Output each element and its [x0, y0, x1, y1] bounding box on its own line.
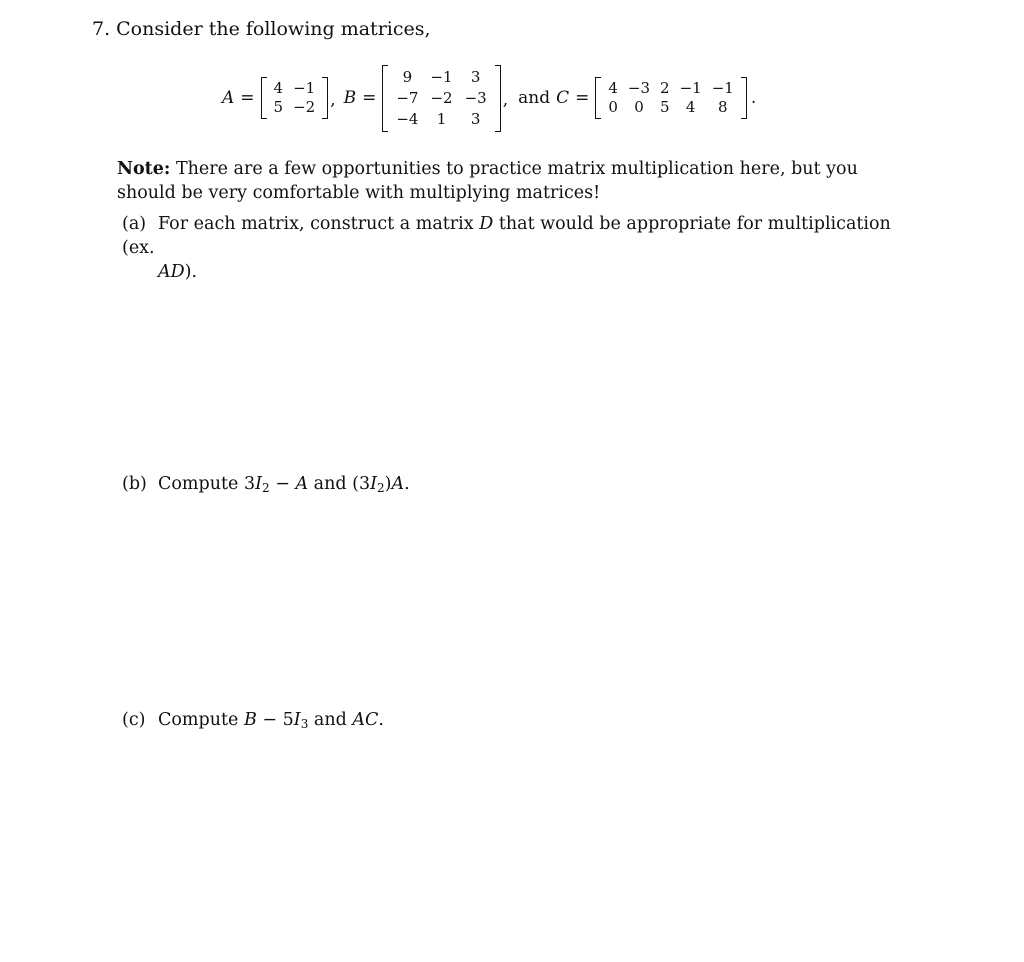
part-b-text: Compute 3 — [158, 474, 256, 494]
part-b — [122, 472, 410, 496]
matrix-b-cell: −2 — [430, 88, 453, 107]
part-c-label: (c) — [122, 710, 146, 730]
part-c-text: . — [378, 710, 384, 730]
part-b-var: A — [391, 474, 405, 494]
part-c-var: I — [293, 710, 301, 730]
matrix-c-cell: 2 — [660, 79, 670, 97]
matrix-c-cell: 4 — [608, 79, 618, 97]
matrix-b-cell: 1 — [436, 109, 447, 128]
and-word: and — [518, 88, 551, 108]
matrix-c-cell: −1 — [679, 79, 702, 97]
matrix-definitions — [222, 60, 756, 136]
matrix-b — [382, 65, 500, 132]
matrix-c-cell: 4 — [685, 98, 696, 116]
part-c-text: − 5 — [256, 710, 294, 730]
matrix-c-cell: 0 — [608, 98, 618, 116]
matrix-b-cell: −1 — [430, 67, 453, 86]
part-c-var: AC — [352, 710, 379, 730]
part-b-label: (b) — [122, 474, 147, 494]
matrix-b-cell: −4 — [396, 109, 419, 128]
matrix-c-cell: −1 — [711, 79, 734, 97]
matrix-c — [595, 77, 746, 119]
part-b-text: ) — [384, 474, 392, 494]
part-c-var: B — [243, 710, 257, 730]
problem-heading — [92, 16, 431, 42]
part-b-sub: 2 — [377, 481, 385, 495]
part-c-text: Compute — [158, 710, 244, 730]
period: . — [750, 88, 757, 108]
matrix-b-cell: 3 — [470, 67, 481, 86]
part-a — [122, 212, 922, 284]
matrix-b-cell: 3 — [470, 109, 481, 128]
matrix-b-cell: 9 — [402, 67, 413, 86]
matrix-b-name: B — [343, 88, 357, 108]
part-a-text: ). — [184, 262, 198, 282]
matrix-b-cell: −7 — [396, 88, 419, 107]
matrix-a — [261, 77, 329, 119]
part-a-example: AD — [158, 262, 185, 282]
matrix-b-cell: −3 — [464, 88, 487, 107]
equals-sign: = — [575, 88, 590, 108]
comma: , — [330, 90, 336, 110]
matrix-a-cell: 5 — [273, 98, 284, 116]
part-b-var: A — [295, 474, 309, 494]
matrix-a-cell: 4 — [273, 79, 284, 97]
note-paragraph — [117, 157, 917, 205]
equals-sign: = — [240, 88, 255, 108]
part-b-sub: 2 — [262, 481, 270, 495]
equals-sign: = — [362, 88, 377, 108]
matrix-a-name: A — [222, 88, 235, 108]
matrix-c-name: C — [556, 88, 570, 108]
part-b-text: − — [269, 474, 296, 494]
note-label: Note: — [117, 159, 171, 179]
matrix-c-cell: −3 — [627, 79, 651, 97]
part-a-text: For each matrix, construct a matrix — [158, 214, 474, 234]
problem-number: 7. — [92, 18, 111, 40]
note-text: There are a few opportunities to practice matrix multiplication here, but you should be very comfortable with multiplying matrices! — [117, 159, 858, 203]
part-b-text: and (3 — [308, 474, 371, 494]
part-c-sub: 3 — [300, 717, 309, 731]
matrix-a-cell: −1 — [293, 79, 316, 97]
matrix-c-cell: 0 — [634, 98, 644, 116]
part-a-label: (a) — [122, 214, 147, 234]
comma: , — [502, 90, 509, 110]
matrix-a-cell: −2 — [293, 98, 316, 116]
part-b-var: I — [255, 474, 263, 494]
matrix-c-cell: 5 — [660, 98, 670, 116]
part-b-text: . — [404, 474, 410, 494]
part-a-text: that would be appropriate for multiplication (ex. — [122, 214, 891, 258]
problem-intro: Consider the following matrices, — [116, 18, 431, 40]
part-a-var-d: D — [479, 214, 494, 234]
part-c-text: and — [308, 710, 353, 730]
part-c — [122, 708, 384, 732]
part-b-var: I — [370, 474, 378, 494]
part-a-continuation — [122, 260, 922, 284]
matrix-c-cell: 8 — [718, 98, 728, 116]
